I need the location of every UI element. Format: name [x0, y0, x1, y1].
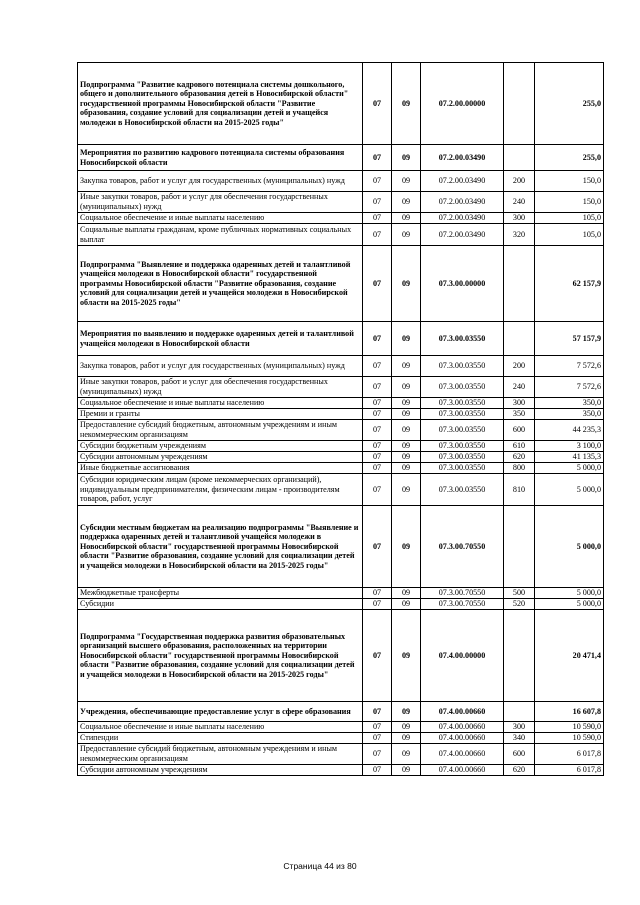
row-target-code-cell: 07.2.00.03490: [421, 171, 504, 192]
row-target-code-cell: 07.2.00.00000: [421, 63, 504, 145]
row-subsection-cell: 09: [392, 744, 421, 765]
row-name-cell: Подпрограмма "Развитие кадрового потенциала системы дошкольного, общего и дополнительного образования детей в Новосибирской области" государственной программы Новосибирской области "Развитие образования, создание условий для социализации детей и учащейся молодежи в Новосибирской области на 2015-2025 годы": [78, 63, 363, 145]
row-subsection-cell: 09: [392, 506, 421, 588]
row-amount-cell: 20 471,4: [535, 610, 604, 702]
row-name-cell: Мероприятия по развитию кадрового потенциала системы образования Новосибирской области: [78, 145, 363, 171]
row-target-code-cell: 07.4.00.00660: [421, 702, 504, 722]
row-amount-cell: 5 000,0: [535, 506, 604, 588]
row-section-cell: 07: [363, 420, 392, 441]
row-amount-cell: 350,0: [535, 409, 604, 420]
row-subsection-cell: 09: [392, 463, 421, 474]
row-name-cell: Стипендии: [78, 733, 363, 744]
row-subsection-cell: 09: [392, 224, 421, 246]
row-section-cell: 07: [363, 441, 392, 452]
row-subsection-cell: 09: [392, 441, 421, 452]
row-expense-type-cell: [504, 322, 535, 356]
row-name-cell: Предоставление субсидий бюджетным, автономным учреждениям и иным некоммерческим организациям: [78, 420, 363, 441]
row-subsection-cell: 09: [392, 63, 421, 145]
row-amount-cell: 44 235,3: [535, 420, 604, 441]
row-expense-type-cell: [504, 702, 535, 722]
row-target-code-cell: 07.3.00.03550: [421, 420, 504, 441]
row-amount-cell: 105,0: [535, 224, 604, 246]
row-expense-type-cell: 800: [504, 463, 535, 474]
row-expense-type-cell: 300: [504, 398, 535, 409]
table-row-bold: [78, 145, 604, 171]
row-section-cell: 07: [363, 702, 392, 722]
row-target-code-cell: 07.2.00.03490: [421, 145, 504, 171]
row-section-cell: 07: [363, 171, 392, 192]
row-amount-cell: 7 572,6: [535, 356, 604, 377]
row-name-cell: Субсидии автономным учреждениям: [78, 765, 363, 776]
row-amount-cell: 150,0: [535, 171, 604, 192]
row-subsection-cell: 09: [392, 192, 421, 213]
row-section-cell: 07: [363, 506, 392, 588]
table-row: [78, 409, 604, 420]
row-subsection-cell: 09: [392, 213, 421, 224]
row-target-code-cell: 07.3.00.70550: [421, 599, 504, 610]
row-expense-type-cell: 200: [504, 171, 535, 192]
row-amount-cell: 6 017,8: [535, 744, 604, 765]
row-subsection-cell: 09: [392, 246, 421, 322]
row-section-cell: 07: [363, 599, 392, 610]
table-row-bold: [78, 322, 604, 356]
table-row: [78, 765, 604, 776]
table-row: [78, 192, 604, 213]
table-row: [78, 398, 604, 409]
table-row-bold: [78, 702, 604, 722]
row-name-cell: Предоставление субсидий бюджетным, автономным учреждениям и иным некоммерческим организациям: [78, 744, 363, 765]
row-section-cell: 07: [363, 722, 392, 733]
table-row-bold: [78, 63, 604, 145]
row-subsection-cell: 09: [392, 420, 421, 441]
table-row: [78, 588, 604, 599]
row-subsection-cell: 09: [392, 322, 421, 356]
row-section-cell: 07: [363, 377, 392, 398]
row-section-cell: 07: [363, 610, 392, 702]
row-subsection-cell: 09: [392, 474, 421, 506]
table-row: [78, 463, 604, 474]
row-amount-cell: 10 590,0: [535, 733, 604, 744]
row-expense-type-cell: 320: [504, 224, 535, 246]
row-expense-type-cell: 300: [504, 213, 535, 224]
row-section-cell: 07: [363, 765, 392, 776]
row-target-code-cell: 07.3.00.03550: [421, 322, 504, 356]
row-target-code-cell: 07.3.00.03550: [421, 474, 504, 506]
row-amount-cell: 3 100,0: [535, 441, 604, 452]
row-target-code-cell: 07.2.00.03490: [421, 213, 504, 224]
row-amount-cell: 5 000,0: [535, 463, 604, 474]
table-row: [78, 420, 604, 441]
row-expense-type-cell: [504, 506, 535, 588]
row-amount-cell: 255,0: [535, 145, 604, 171]
row-name-cell: Социальные выплаты гражданам, кроме публичных нормативных социальных выплат: [78, 224, 363, 246]
row-amount-cell: 150,0: [535, 192, 604, 213]
row-name-cell: Премии и гранты: [78, 409, 363, 420]
table-row-bold: [78, 610, 604, 702]
row-subsection-cell: 09: [392, 145, 421, 171]
row-expense-type-cell: 620: [504, 452, 535, 463]
row-amount-cell: 255,0: [535, 63, 604, 145]
row-subsection-cell: 09: [392, 765, 421, 776]
row-section-cell: 07: [363, 224, 392, 246]
row-target-code-cell: 07.3.00.03550: [421, 398, 504, 409]
row-subsection-cell: 09: [392, 409, 421, 420]
row-expense-type-cell: 300: [504, 722, 535, 733]
table-row: [78, 224, 604, 246]
row-name-cell: Подпрограмма "Государственная поддержка развития образовательных организаций высшего образования, расположенных на территории Новосибирской области" государственной программы Новосибирской области "Развитие образования, создание условий для социализации детей и учащейся молодежи в Новосибирской области на 2015-2025 годы": [78, 610, 363, 702]
row-amount-cell: 62 157,9: [535, 246, 604, 322]
row-target-code-cell: 07.4.00.00660: [421, 765, 504, 776]
row-amount-cell: 7 572,6: [535, 377, 604, 398]
row-section-cell: 07: [363, 463, 392, 474]
table-row: [78, 474, 604, 506]
row-name-cell: Подпрограмма "Выявление и поддержка одаренных детей и талантливой учащейся молодежи в Новосибирской области" государственной программы Новосибирской области "Развитие образования, создание условий для социализации детей и учащейся молодежи в Новосибирской области на 2015-2025 годы": [78, 246, 363, 322]
row-subsection-cell: 09: [392, 599, 421, 610]
row-target-code-cell: 07.3.00.70550: [421, 506, 504, 588]
row-name-cell: Субсидии: [78, 599, 363, 610]
row-target-code-cell: 07.4.00.00660: [421, 733, 504, 744]
table-row: [78, 733, 604, 744]
row-section-cell: 07: [363, 744, 392, 765]
row-expense-type-cell: 620: [504, 765, 535, 776]
row-subsection-cell: 09: [392, 722, 421, 733]
budget-table-body: [78, 63, 604, 776]
row-amount-cell: 16 607,8: [535, 702, 604, 722]
row-amount-cell: 105,0: [535, 213, 604, 224]
row-target-code-cell: 07.4.00.00660: [421, 722, 504, 733]
row-subsection-cell: 09: [392, 452, 421, 463]
row-section-cell: 07: [363, 356, 392, 377]
row-section-cell: 07: [363, 246, 392, 322]
table-row: [78, 452, 604, 463]
row-name-cell: Межбюджетные трансферты: [78, 588, 363, 599]
row-name-cell: Иные бюджетные ассигнования: [78, 463, 363, 474]
row-name-cell: Субсидии бюджетным учреждениям: [78, 441, 363, 452]
row-amount-cell: 5 000,0: [535, 588, 604, 599]
row-expense-type-cell: 600: [504, 420, 535, 441]
row-amount-cell: 10 590,0: [535, 722, 604, 733]
row-expense-type-cell: [504, 246, 535, 322]
row-expense-type-cell: 810: [504, 474, 535, 506]
row-subsection-cell: 09: [392, 610, 421, 702]
row-expense-type-cell: 240: [504, 192, 535, 213]
row-section-cell: 07: [363, 409, 392, 420]
row-name-cell: Мероприятия по выявлению и поддержке одаренных детей и талантливой учащейся молодежи в Новосибирской области: [78, 322, 363, 356]
row-target-code-cell: 07.3.00.03550: [421, 452, 504, 463]
row-target-code-cell: 07.3.00.00000: [421, 246, 504, 322]
row-subsection-cell: 09: [392, 702, 421, 722]
row-name-cell: Субсидии местным бюджетам на реализацию подпрограммы "Выявление и поддержка одаренных детей и талантливой учащейся молодежи в Новосибирской области" государственной программы Новосибирской области "Развитие образования, создание условий для социализации детей и учащейся молодежи в Новосибирской области на 2015-2025 годы": [78, 506, 363, 588]
row-target-code-cell: 07.3.00.03550: [421, 356, 504, 377]
table-row-bold: [78, 506, 604, 588]
row-amount-cell: 5 000,0: [535, 599, 604, 610]
row-section-cell: 07: [363, 398, 392, 409]
table-row: [78, 441, 604, 452]
row-expense-type-cell: 340: [504, 733, 535, 744]
row-subsection-cell: 09: [392, 588, 421, 599]
row-section-cell: 07: [363, 145, 392, 171]
row-amount-cell: 41 135,3: [535, 452, 604, 463]
row-section-cell: 07: [363, 474, 392, 506]
row-expense-type-cell: [504, 610, 535, 702]
table-row: [78, 722, 604, 733]
row-target-code-cell: 07.3.00.03550: [421, 377, 504, 398]
table-row: [78, 213, 604, 224]
table-row-bold: [78, 246, 604, 322]
row-target-code-cell: 07.2.00.03490: [421, 192, 504, 213]
table-row: [78, 171, 604, 192]
budget-table: [77, 62, 604, 776]
row-amount-cell: 6 017,8: [535, 765, 604, 776]
row-name-cell: Учреждения, обеспечивающие предоставление услуг в сфере образования: [78, 702, 363, 722]
row-name-cell: Субсидии юридическим лицам (кроме некоммерческих организаций), индивидуальным предпринимателям, физическим лицам - производителям товаров, работ, услуг: [78, 474, 363, 506]
row-section-cell: 07: [363, 733, 392, 744]
row-section-cell: 07: [363, 63, 392, 145]
row-expense-type-cell: 610: [504, 441, 535, 452]
row-section-cell: 07: [363, 192, 392, 213]
row-name-cell: Социальное обеспечение и иные выплаты населению: [78, 398, 363, 409]
row-target-code-cell: 07.4.00.00000: [421, 610, 504, 702]
row-target-code-cell: 07.2.00.03490: [421, 224, 504, 246]
row-target-code-cell: 07.3.00.70550: [421, 588, 504, 599]
row-name-cell: Социальное обеспечение и иные выплаты населению: [78, 213, 363, 224]
table-row: [78, 744, 604, 765]
row-expense-type-cell: 350: [504, 409, 535, 420]
row-subsection-cell: 09: [392, 398, 421, 409]
row-name-cell: Закупка товаров, работ и услуг для государственных (муниципальных) нужд: [78, 356, 363, 377]
row-name-cell: Субсидии автономным учреждениям: [78, 452, 363, 463]
row-expense-type-cell: 240: [504, 377, 535, 398]
table-row: [78, 599, 604, 610]
row-name-cell: Закупка товаров, работ и услуг для государственных (муниципальных) нужд: [78, 171, 363, 192]
row-target-code-cell: 07.3.00.03550: [421, 409, 504, 420]
row-target-code-cell: 07.3.00.03550: [421, 441, 504, 452]
table-row: [78, 356, 604, 377]
row-expense-type-cell: 200: [504, 356, 535, 377]
row-target-code-cell: 07.4.00.00660: [421, 744, 504, 765]
row-section-cell: 07: [363, 452, 392, 463]
row-section-cell: 07: [363, 213, 392, 224]
row-name-cell: Иные закупки товаров, работ и услуг для обеспечения государственных (муниципальных) нужд: [78, 377, 363, 398]
row-target-code-cell: 07.3.00.03550: [421, 463, 504, 474]
row-expense-type-cell: 520: [504, 599, 535, 610]
row-expense-type-cell: 600: [504, 744, 535, 765]
row-section-cell: 07: [363, 322, 392, 356]
row-amount-cell: 5 000,0: [535, 474, 604, 506]
row-name-cell: Социальное обеспечение и иные выплаты населению: [78, 722, 363, 733]
row-subsection-cell: 09: [392, 171, 421, 192]
row-amount-cell: 350,0: [535, 398, 604, 409]
row-section-cell: 07: [363, 588, 392, 599]
row-amount-cell: 57 157,9: [535, 322, 604, 356]
row-subsection-cell: 09: [392, 733, 421, 744]
page-number: Страница 44 из 80: [283, 861, 357, 871]
row-expense-type-cell: 500: [504, 588, 535, 599]
row-subsection-cell: 09: [392, 356, 421, 377]
row-subsection-cell: 09: [392, 377, 421, 398]
row-name-cell: Иные закупки товаров, работ и услуг для обеспечения государственных (муниципальных) нужд: [78, 192, 363, 213]
row-expense-type-cell: [504, 145, 535, 171]
row-expense-type-cell: [504, 63, 535, 145]
table-row: [78, 377, 604, 398]
